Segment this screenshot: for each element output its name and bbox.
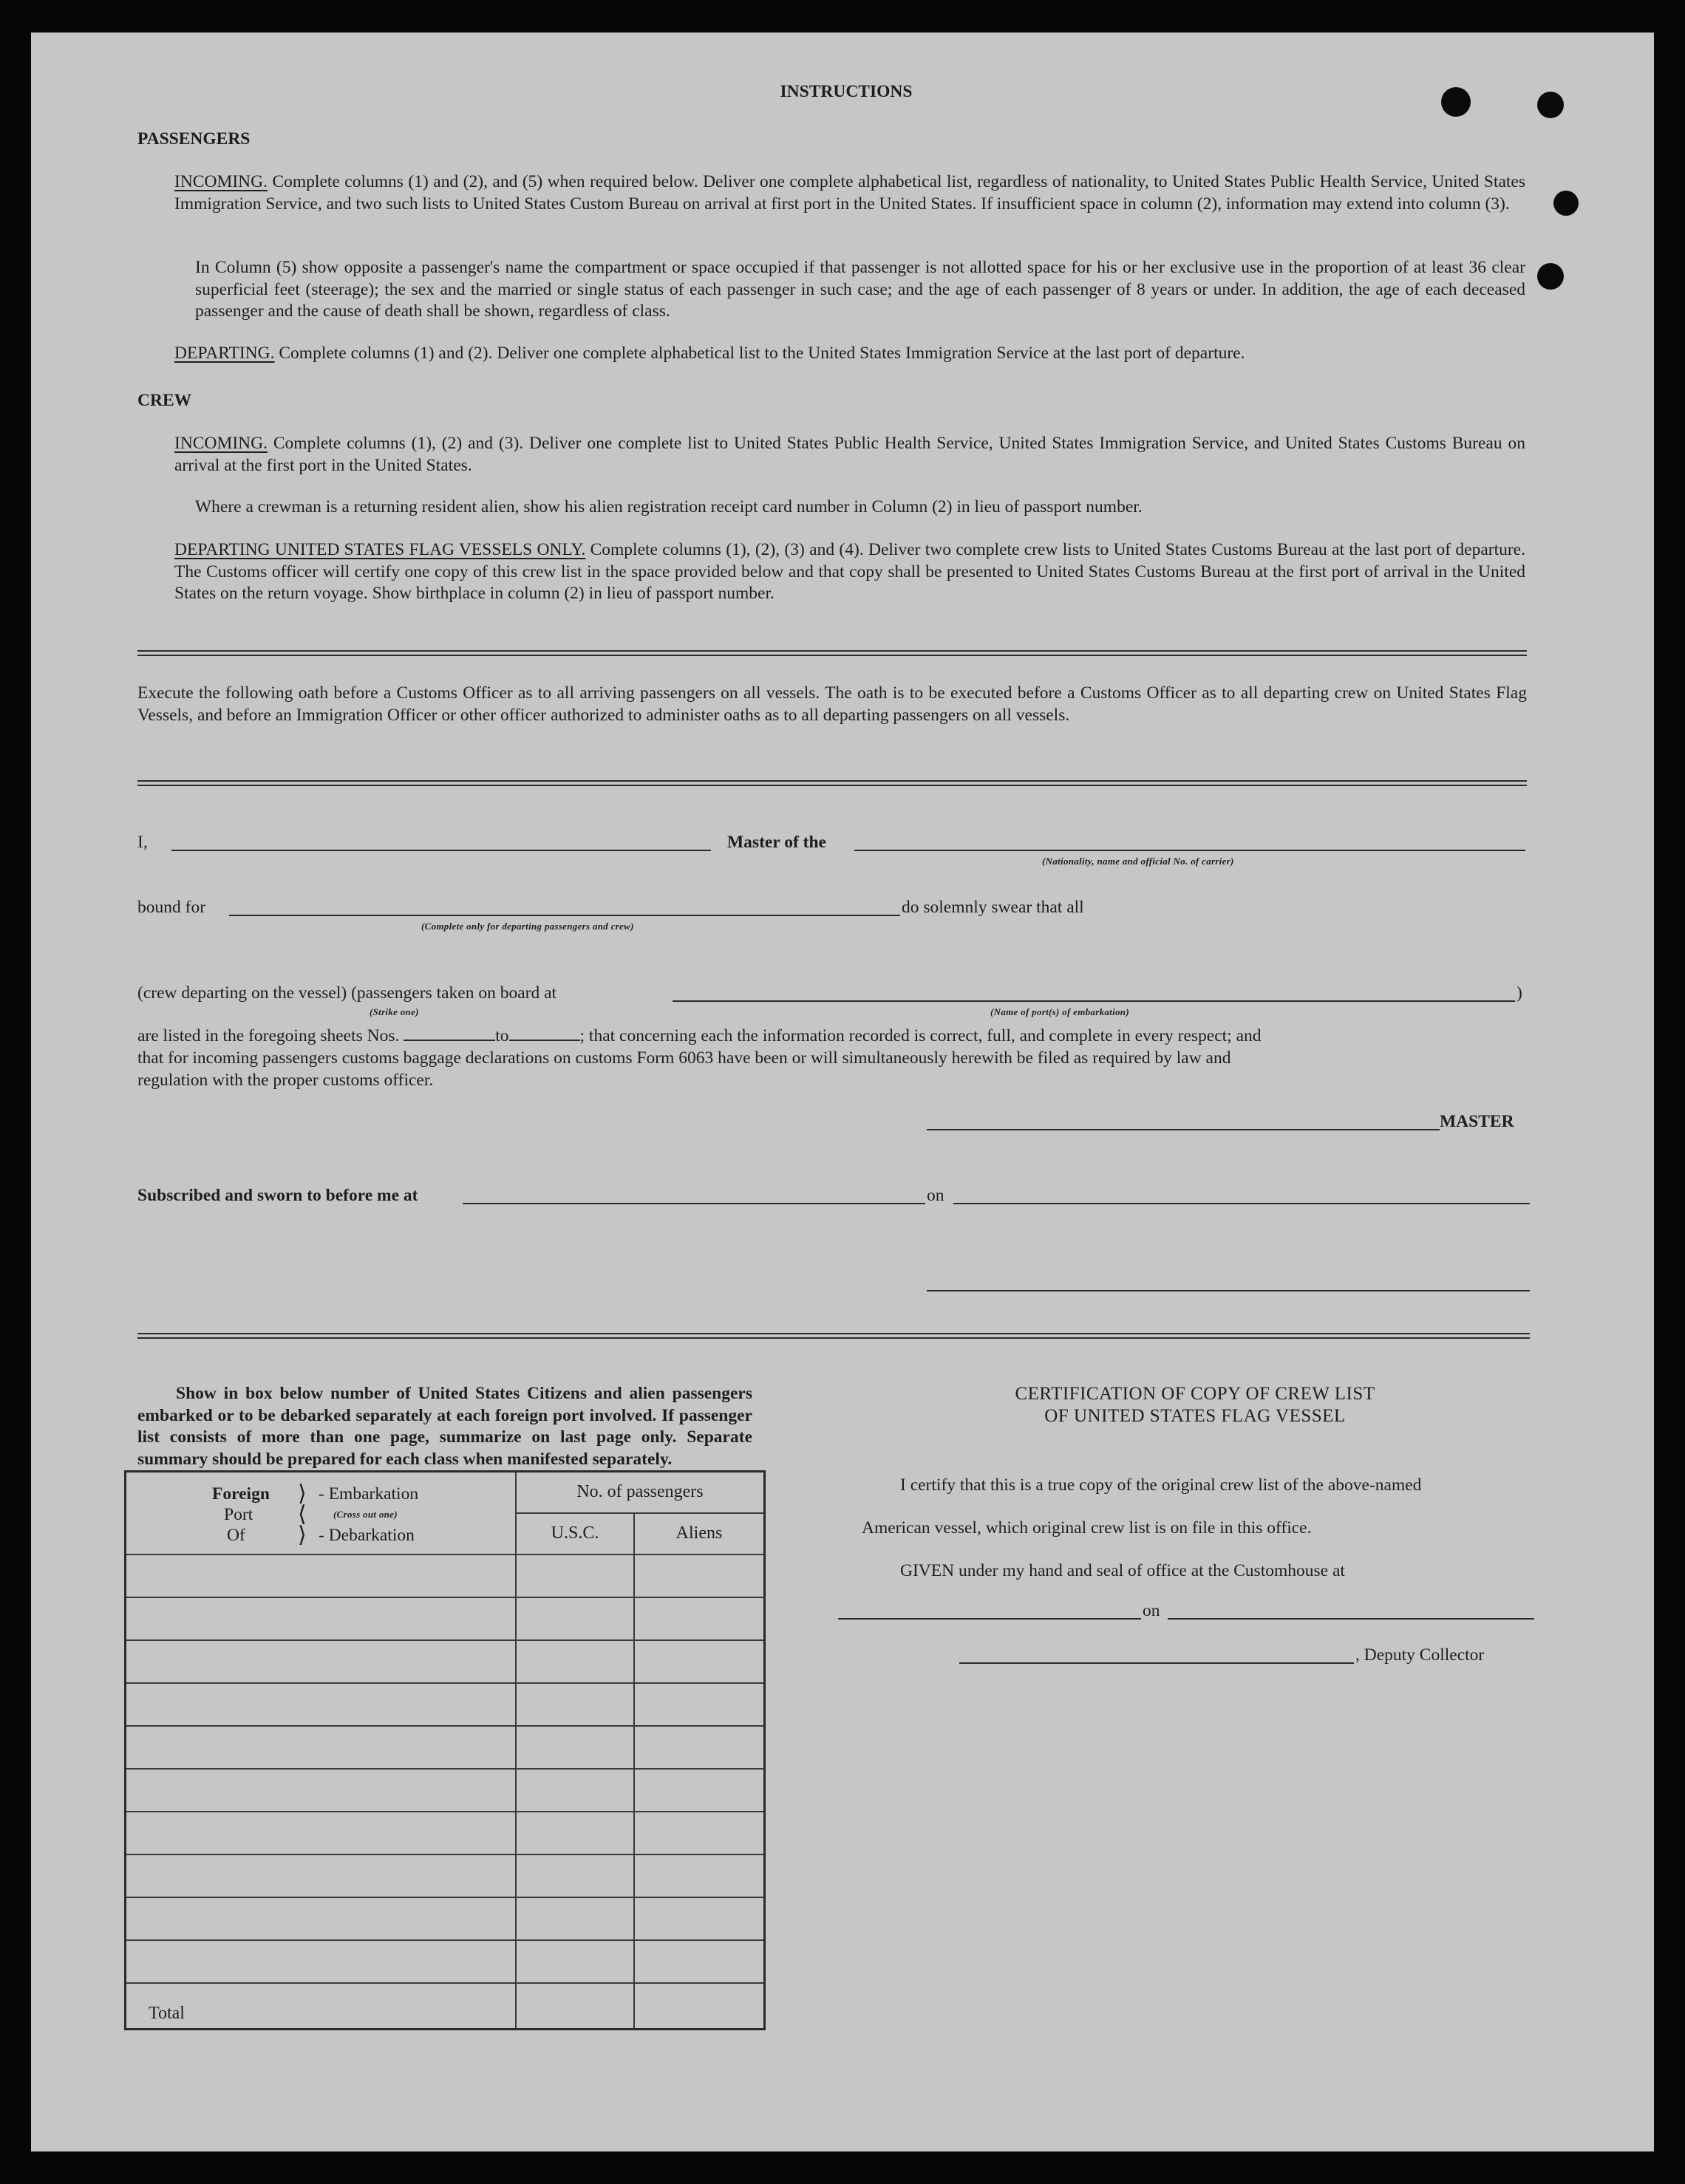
aliens-cell[interactable] [634,1683,765,1726]
table-row [126,1897,765,1940]
debarkation-label: - Debarkation [319,1525,415,1545]
table-row [126,1726,765,1769]
given-line: GIVEN under my hand and seal of office at the Customhouse at [900,1561,1345,1580]
port-cell[interactable] [126,1640,517,1683]
usc-cell[interactable] [516,1812,634,1854]
master-name-line[interactable] [171,850,711,851]
sheet-to-line[interactable] [509,1026,580,1041]
passengers-departing-label: DEPARTING. [174,344,275,363]
deputy-collector-label: , Deputy Collector [1355,1645,1485,1665]
of-label: Of [227,1525,245,1545]
listed-line-1 [137,1026,1528,1048]
brace-icon: ⟩ ⟨ ⟩ [298,1481,307,1547]
close-paren: ) [1516,983,1522,1003]
passengers-departing-paragraph [174,343,1527,365]
port-cell[interactable] [126,1897,517,1940]
crew-departing-paragraph [174,539,1525,605]
aliens-cell[interactable] [634,1940,765,1983]
crew-heading: CREW [137,391,192,410]
cross-out-caption: (Cross out one) [333,1508,398,1520]
usc-header: U.S.C. [516,1513,634,1555]
crew-departing-text: Complete columns (1), (2), (3) and (4). Deliver two complete crew lists to United States Customs Bureau at the last port of departure. The Customs officer will certify one copy of this crew list in the space provided below and that copy shall be presented to United States Customs Bureau at the first port of arrival in the United States on the return voyage. Show birthplace in column (2) in lieu of passport number. [174,540,1525,603]
table-row [126,1555,765,1597]
table-row [126,1812,765,1854]
section-divider [137,780,1527,786]
listed-line-3: regulation with the proper customs officer. [137,1071,434,1090]
usc-cell[interactable] [516,1769,634,1812]
table-row [126,1640,765,1683]
oath-i-label: I, [137,833,148,852]
passengers-incoming-label: INCOMING. [174,172,268,191]
certification-title-line1: CERTIFICATION OF COPY OF CREW LIST [1015,1384,1375,1404]
aliens-cell[interactable] [634,1812,765,1854]
aliens-cell[interactable] [634,1854,765,1897]
aliens-cell[interactable] [634,1597,765,1640]
section-divider [137,1333,1530,1339]
certify-line2: American vessel, which original crew list is on file in this office. [862,1518,1312,1538]
sheet-from-line[interactable] [404,1026,495,1041]
swear-text: do solemnly swear that all [902,898,1084,917]
crew-incoming-label: INCOMING. [174,434,268,453]
punch-hole [1537,263,1564,290]
foreign-label: Foreign [212,1484,270,1504]
port-cell[interactable] [126,1597,517,1640]
summary-instructions: Show in box below number of United States Citizens and alien passengers embarked or to be debarked separately at each foreign port involved. If passenger list consists of more than one page, summarize on last page only. Separate summary should be prepared for each class when manifested separately. [137,1384,752,1469]
usc-cell[interactable] [516,1726,634,1769]
usc-cell[interactable] [516,1854,634,1897]
aliens-cell[interactable] [634,1897,765,1940]
usc-cell[interactable] [516,1555,634,1597]
embarkation-port-line[interactable] [673,1000,1515,1002]
master-signature-label: MASTER [1440,1112,1514,1131]
listed-rest: ; that concerning each the information recorded is correct, full, and complete in every respect; and [579,1026,1262,1045]
carrier-line[interactable] [854,850,1525,851]
aliens-cell[interactable] [634,1769,765,1812]
aliens-cell[interactable] [634,1726,765,1769]
total-label: Total [126,1983,517,2030]
carrier-caption: (Nationality, name and official No. of carrier) [1042,856,1234,867]
embarkation-port-caption: (Name of port(s) of embarkation) [990,1006,1129,1017]
usc-cell[interactable] [516,1683,634,1726]
listed-start: are listed in the foregoing sheets Nos. [137,1026,400,1045]
section-divider [137,650,1527,656]
usc-cell[interactable] [516,1940,634,1983]
crew-resident-paragraph: Where a crewman is a returning resident alien, show his alien registration receipt card number in Column (2) in lieu of passport number. [195,497,1143,516]
total-row [126,1983,765,2030]
certification-place-line[interactable] [838,1618,1141,1620]
port-cell[interactable] [126,1683,517,1726]
passengers-departing-text: Complete columns (1) and (2). Deliver one complete alphabetical list to the United States Immigration Service at the last port of departure. [274,344,1245,363]
oath-intro-paragraph: Execute the following oath before a Customs Officer as to all arriving passengers on all vessels. The oath is to be executed before a Customs Officer as to all departing crew on United States Flag Vessels, and before an Immigration Officer or other officer authorized to administer oaths as to all departing passengers on all vessels. [137,683,1527,725]
passengers-column5-paragraph: In Column (5) show opposite a passenger's name the compartment or space occupied if that passenger is not allotted space for his or her exclusive use in the proportion of at least 36 clear superficial feet (steerage); the sex and the married or single status of each passenger in such case; and the age of each passenger of 8 years or under. In addition, the age of each deceased passenger and the cause of death shall be shown, regardless of class. [195,258,1525,321]
usc-cell[interactable] [516,1640,634,1683]
crew-incoming-paragraph [174,433,1525,477]
master-signature-line[interactable] [927,1129,1440,1130]
page-title: INSTRUCTIONS [780,82,913,101]
certify-line1: I certify that this is a true copy of the original crew list of the above-named [900,1475,1422,1495]
table-row [126,1597,765,1640]
master-of-the-label: Master of the [727,833,826,852]
crew-departing-text: (crew departing on the vessel) (passengers taken on board at [137,983,557,1003]
port-cell[interactable] [126,1555,517,1597]
aliens-header: Aliens [634,1513,765,1555]
deputy-signature-line[interactable] [959,1662,1354,1664]
port-header-cell [126,1472,517,1555]
sworn-on-label: on [927,1186,944,1205]
strike-one-caption: (Strike one) [370,1006,419,1017]
no-of-passengers-header: No. of passengers [516,1472,765,1513]
passengers-incoming-text: Complete columns (1) and (2), and (5) when required below. Deliver one complete alphabetical list, regardless of nationality, to United States Public Health Service, United States Immigration Service, and two such lists to United States Custom Bureau on arrival at first port in the United States. If insufficient space in column (2), information may extend into column (3). [174,172,1525,214]
usc-cell[interactable] [516,1897,634,1940]
subscribed-label: Subscribed and sworn to before me at [137,1186,418,1205]
port-label: Port [224,1504,253,1524]
passenger-summary-table [124,1470,766,2030]
bound-for-line[interactable] [229,915,900,916]
certification-on-label: on [1143,1601,1160,1620]
passengers-heading: PASSENGERS [137,129,251,149]
aliens-cell[interactable] [634,1555,765,1597]
sworn-place-line[interactable] [463,1203,925,1204]
port-cell[interactable] [126,1812,517,1854]
usc-total-cell[interactable] [516,1983,634,2030]
certification-title-line2: OF UNITED STATES FLAG VESSEL [1044,1406,1346,1426]
port-cell[interactable] [126,1769,517,1812]
embarkation-label: - Embarkation [319,1484,419,1504]
officer-signature-line[interactable] [927,1290,1530,1291]
bound-for-label: bound for [137,898,206,917]
aliens-cell[interactable] [634,1640,765,1683]
bound-for-caption: (Complete only for departing passengers and crew) [421,921,634,932]
certification-date-line[interactable] [1168,1618,1534,1620]
table-row [126,1769,765,1812]
port-cell[interactable] [126,1940,517,1983]
usc-cell[interactable] [516,1597,634,1640]
punch-hole [1553,191,1579,216]
port-cell[interactable] [126,1726,517,1769]
listed-line-2: that for incoming passengers customs baggage declarations on customs Form 6063 have been or will simultaneously herewith be filed as required by law and [137,1048,1231,1068]
passengers-incoming-paragraph [174,171,1525,215]
sworn-date-line[interactable] [953,1203,1530,1204]
port-cell[interactable] [126,1854,517,1897]
table-row [126,1854,765,1897]
table-row [126,1940,765,1983]
to-label: to [495,1026,509,1045]
aliens-total-cell[interactable] [634,1983,765,2030]
crew-departing-label: DEPARTING UNITED STATES FLAG VESSELS ONLY. [174,540,586,559]
crew-incoming-text: Complete columns (1), (2) and (3). Deliver one complete list to United States Public Health Service, United States Immigration Service, and United States Customs Bureau on arrival at the first port in the United States. [174,434,1525,475]
table-row [126,1683,765,1726]
